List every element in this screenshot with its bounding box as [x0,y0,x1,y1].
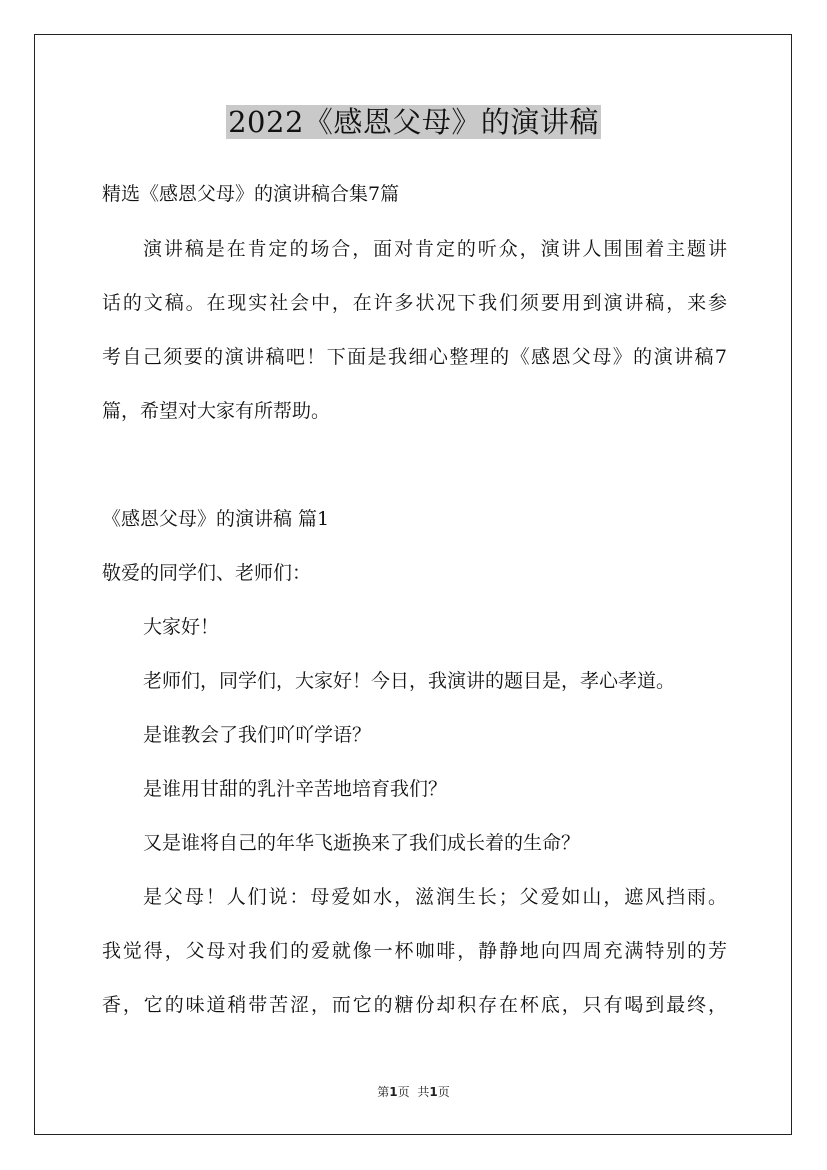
document-subtitle: 精选《感恩父母》的演讲稿合集7篇 [102,183,400,205]
footer-total-number: 1 [429,1085,438,1099]
document-title [0,102,827,142]
section-heading: 《感恩父母》的演讲稿 篇1 [102,508,330,530]
document-title-text: 2022《感恩父母》的演讲稿 [228,105,599,139]
body-line: 老师们，同学们，大家好！今日，我演讲的题目是，孝心孝道。 [143,670,676,692]
body-line: 又是谁将自己的年华飞逝换来了我们成长着的生命？ [143,832,581,854]
body-line: 大家好！ [143,616,220,638]
body-line: 香，它的味道稍带苦涩，而它的糖份却积存在杯底，只有喝到最终， [102,994,727,1016]
page-footer [0,1084,827,1100]
footer-total-suffix: 页 [437,1085,450,1099]
footer-page-number: 1 [389,1085,398,1099]
body-line: 我觉得，父母对我们的爱就像一杯咖啡，静静地向四周充满特别的芳 [102,940,727,962]
footer-total-prefix: 共 [417,1085,430,1099]
intro-line: 话的文稿。在现实社会中，在许多状况下我们须要用到演讲稿，来参 [102,292,727,314]
body-line: 是谁教会了我们吖吖学语？ [143,724,372,746]
body-line: 是父母！人们说：母爱如水，滋润生长；父爱如山，遮风挡雨。 [143,886,727,908]
salutation: 敬爱的同学们、老师们： [102,562,312,584]
footer-page-suffix: 页 [397,1085,410,1099]
intro-line: 考自己须要的演讲稿吧！下面是我细心整理的《感恩父母》的演讲稿7 [102,346,727,368]
intro-line: 篇，希望对大家有所帮助。 [102,400,331,422]
footer-page-prefix: 第 [377,1085,390,1099]
body-line: 是谁用甘甜的乳汁辛苦地培育我们？ [143,778,448,800]
intro-line: 演讲稿是在肯定的场合，面对肯定的听众，演讲人围围着主题讲 [143,238,727,260]
